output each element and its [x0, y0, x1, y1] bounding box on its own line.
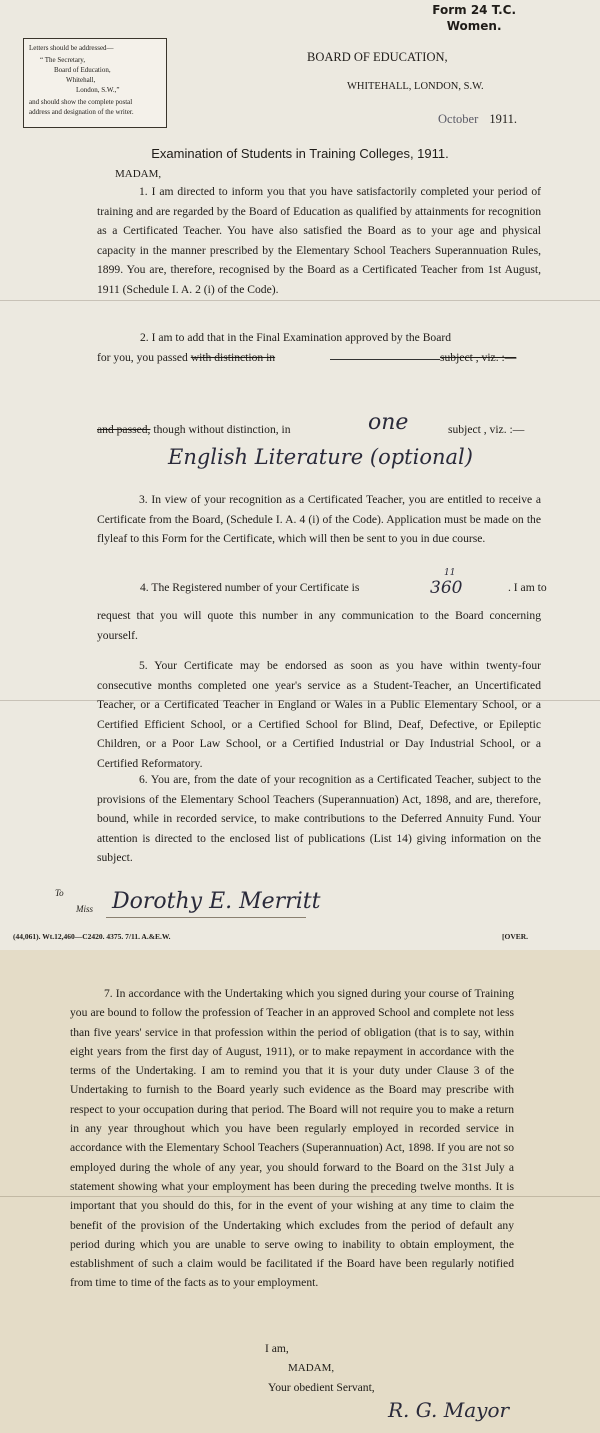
salutation: MADAM, — [115, 168, 162, 180]
miss-label: Miss — [76, 904, 94, 914]
paragraph-5: 5. Your Certificate may be endorsed as soon as you have within twenty-four consecutive months completed one year's service as a Student-Teacher, an Uncertificated Teacher, or a Certificated Teacher in England or Wales in a Public Elementary School, or a Certified Efficient School, or a Certified School for Blind, Deaf, Defective, or Epileptic Children, or a Poor Law School, or a Certified Industrial or Day Industrial School, or a Certified Reformatory. — [97, 659, 541, 770]
paragraph-2-line3 — [97, 420, 291, 440]
handwritten-certificate-number: 360 — [430, 578, 463, 598]
p2-text: for you, you passed — [97, 351, 188, 364]
closing-madam: MADAM, — [288, 1362, 335, 1374]
paragraph-2-line2 — [97, 348, 275, 368]
address-line: “ The Secretary, — [40, 56, 86, 64]
address-line: Letters should be addressed— — [29, 44, 114, 52]
paragraph-4-line1: 4. The Registered number of your Certificate is — [140, 581, 360, 594]
to-label: To — [55, 888, 64, 898]
paragraph-2-line1: 2. I am to add that in the Final Examination approved by the Board — [140, 331, 452, 344]
address-line: and should show the complete postal — [29, 98, 133, 106]
fold-line — [0, 300, 600, 301]
paragraph-7: 7. In accordance with the Undertaking which you signed during your course of Training you are bound to follow the profession of Teacher in an approved School and complete not less than five years' service in that profession within the period of obligation (that is to say, within eight years from the first day of August, 1911), or to make repayment in accordance with the terms of the Undertaking. I am to remind you that it is your duty under Clause 3 of the Undertaking to furnish to the Board yearly such evidence as the Board may prescribe with respect to your occupation during that period. The Board will not require you to make a return in any year throughout which you have been regularly employed in recorded service in accordance with the Elementary School Teachers (Superannuation) Act, 1898. If you are not so employed during the whole of any year, you should forward to the Board on the 31st July a statement showing what your employment has been during the preceding twelve months. It is important that you should do this, for in the event of your wishing at any time to claim the benefit of the provision of the Undertaking which excludes from the period of default any period during which you are unable to serve owing to inability to obtain employment, the establishment of such a claim would be facilitated if the Board have been regularly notified from time to time of the facts as to your employment. — [70, 987, 514, 1290]
name-line — [106, 917, 306, 918]
p2-subject-label: subject , viz. :— — [448, 423, 525, 436]
handwritten-subject: English Literature (optional) — [168, 445, 473, 469]
address-line: Whitehall, — [66, 76, 96, 84]
address-box — [23, 38, 167, 128]
address-line: address and designation of the writer. — [29, 108, 134, 116]
date-year: 1911. — [489, 112, 518, 126]
closing-i-am: I am, — [265, 1342, 289, 1355]
strike-line — [330, 359, 440, 360]
handwritten-count: one — [368, 410, 409, 435]
form-code: Form 24 T.C. — [432, 3, 516, 17]
handwritten-number-prefix: 11 — [444, 568, 456, 578]
p2-struck-text-2: subject , viz. :— — [440, 351, 517, 364]
form-category: Women. — [446, 19, 502, 33]
recipient-name: Dorothy E. Merritt — [112, 889, 321, 914]
paragraph-4-tail: . I am to — [508, 581, 547, 594]
board-address: WHITEHALL, LONDON, S.W. — [347, 81, 484, 92]
date-month: October — [438, 112, 479, 126]
paragraph-1: 1. I am directed to inform you that you have satisfactorily completed your period of training and are regarded by the Board of Education as qualified by attainments for recognition as a Certificated Teacher. You have also satisfied the Board as to your age and physical capacity in the manner prescribed by the Elementary School Teachers Superannuation Rules, 1899. You are, therefore, recognised by the Board as a Certificated Teacher from 1st August, 1911 (Schedule I. A. 2 (i) of the Code). — [97, 185, 541, 296]
address-line: Board of Education, — [54, 66, 111, 74]
over-note: [OVER. — [502, 932, 529, 941]
p2-struck-text: with distinction in — [190, 351, 276, 364]
paragraph-6: 6. You are, from the date of your recognition as a Certificated Teacher, subject to the provisions of the Elementary School Teachers (Superannuation) Act, 1898, and are, therefore, bound, while in recorded service, to make contributions to the Deferred Annuity Fund. Your attention is directed to the enclosed list of publications (List 14) giving information on the subject. — [97, 773, 541, 864]
print-reference: (44,061). Wt.12,460—C2420. 4375. 7/11. A.&E.W. — [13, 932, 171, 941]
letter-title: Examination of Students in Training Colleges, 1911. — [151, 146, 449, 161]
form-number — [432, 2, 516, 34]
p2-text: though without distinction, in — [153, 423, 291, 436]
address-line: London, S.W.,” — [76, 86, 120, 94]
signature: R. G. Mayor — [388, 1398, 510, 1422]
closing-servant: Your obedient Servant, — [268, 1381, 375, 1394]
paragraph-3: 3. In view of your recognition as a Certificated Teacher, you are entitled to receive a Certificate from the Board, (Schedule I. A. 4 (i) of the Code). Application must be made on the flyleaf to this Form for the Certificate, which will then be sent to you in due course. — [97, 493, 541, 545]
paragraph-4-rest: request that you will quote this number in any communication to the Board concerning yourself. — [97, 609, 541, 642]
letter-date — [438, 112, 517, 127]
p2-struck-and-passed: and passed, — [97, 423, 151, 436]
board-name: BOARD OF EDUCATION, — [307, 50, 448, 64]
